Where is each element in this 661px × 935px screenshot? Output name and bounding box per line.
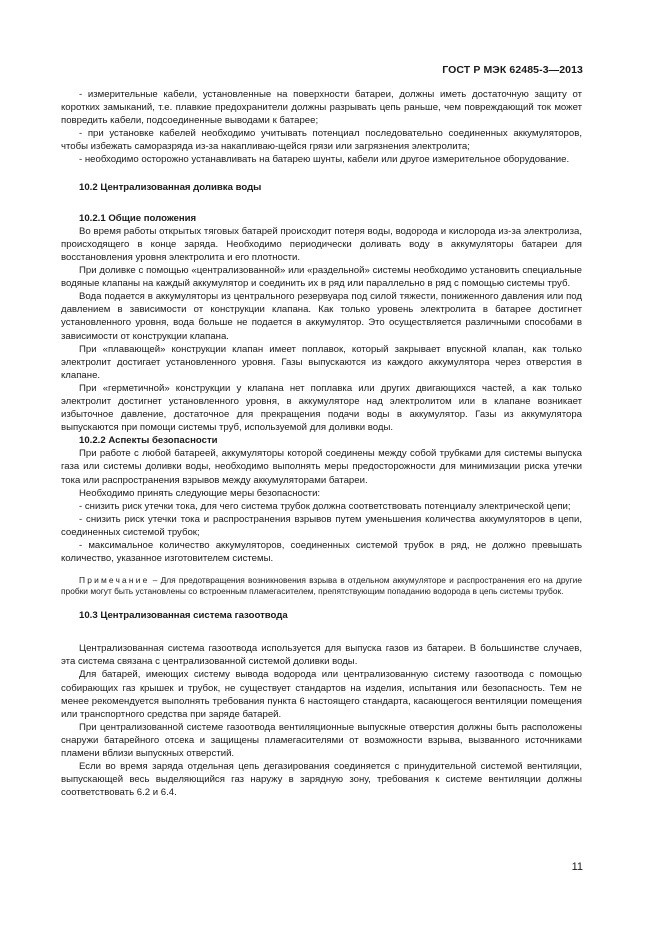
paragraph: При доливке с помощью «централизованной» или «раздельной» системы необходимо установить специальные водяные клапаны на каждый аккумулятор и соединить их в ряд или параллельно в ряд с помощью системы труб. [61, 265, 582, 290]
paragraph: Если во время заряда отдельная цепь дегазирования соединяется с принудительной системой вентиляции, выпускающей весь выделяющийся газ наружу в зарядную зону, требования к системе вентиляции должны соответствовать 6.2 и 6.4. [61, 761, 582, 799]
paragraph: При «плавающей» конструкции клапан имеет поплавок, который закрывает впускной клапан, как только электролит достигает установленного уровня. Газы выпускаются из каждого аккумулятора через отверстия в клапане. [61, 343, 582, 381]
section-heading: 10.3 Централизованная система газоотвода [79, 610, 288, 622]
list-item: - необходимо осторожно устанавливать на батарею шунты, кабели или другое измерительное оборудование. [79, 154, 570, 166]
paragraph: Для батарей, имеющих систему вывода водорода или централизованную систему газоотвода с помощью собирающих газ крышек и трубок, не существует стандартов на изделия, испытания или безопасность. Тем не менее рекомендуется выполнять требования пункта 6 настоящего стандарта, касающегося вентиляции помещения или транспортного средства при заряде батарей. [61, 669, 582, 720]
paragraph: При централизованной системе газоотвода вентиляционные выпускные отверстия должны быть расположены снаружи батарейного отсека и защищены пламегасителями от возможности взрыва, вызванного источниками пламени вблизи выпускных отверстий. [61, 721, 582, 760]
list-item: - максимальное количество аккумуляторов, соединенных системой трубок в ряд, не должно превышать количество, указанное изготовителем системы. [61, 540, 582, 565]
standard-header: ГОСТ Р МЭК 62485-3—2013 [442, 64, 583, 76]
note [61, 575, 582, 597]
paragraph: Необходимо принять следующие меры безопасности: [79, 487, 321, 499]
list-item: - измерительные кабели, установленные на поверхности батареи, должны иметь достаточную защиту от коротких замыканий, т.е. плавкие предохранители должны разрывать цепь раньше, чем повреждающий ток может повредить кабели, подсоединенные выводами к батарее; [61, 89, 582, 127]
section-heading: 10.2 Централизованная доливка воды [79, 181, 262, 193]
list-item: - снизить риск утечки тока и распространения взрывов путем уменьшения количества аккумуляторов в цепи, соединенных системой трубок; [61, 513, 582, 538]
paragraph: Централизованная система газоотвода используется для выпуска газов из батареи. В большинстве случаев, эта система связана с централизованной системой доливки воды. [61, 643, 582, 668]
paragraph: Вода подается в аккумуляторы из центрального резервуара под силой тяжести, пониженного давления или под давлением в зависимости от конструкции клапана. Как только уровень электролита в батарее достигнет установленного уровня, вода больше не подается в аккумулятор. Это осуществляется различными способами в зависимости от конструкции клапана. [61, 291, 582, 342]
subsection-heading: 10.2.2 Аспекты безопасности [79, 435, 218, 447]
note-text: – Для предотвращения возникновения взрыва в отдельном аккумуляторе и распространения его на другие пробки могут быть установлены со встроенным пламегасителем, препятствующим попаданию водорода в цепь системы трубок. [61, 575, 582, 597]
list-item: - снизить риск утечки тока, для чего система трубок должна соответствовать потенциалу электрической цепи; [79, 500, 571, 512]
paragraph: Во время работы открытых тяговых батарей происходит потеря воды, водорода и кислорода из-за электролиза, происходящего в конце заряда. Необходимо периодически доливать воду в аккумуляторы батареи для восстановления уровня электролита и его плотности. [61, 225, 582, 263]
page-number: 11 [571, 861, 583, 873]
paragraph: При «герметичной» конструкции у клапана нет поплавка или других двигающихся частей, а как только электролит достигнет установленного уровня, в аккумуляторе над электролитом или в клапане возникает избыточное давление, достаточное для прекращения подачи воды в аккумулятор. Газы из аккумулятора выпускаются при помощи системы труб, используемой для доливки воды. [61, 382, 582, 434]
list-item: - при установке кабелей необходимо учитывать потенциал последовательно соединенных аккумуляторов, чтобы избежать саморазряда из-за накапливаю-щейся грязи или загрязнения электролита; [61, 128, 582, 153]
paragraph: При работе с любой батареей, аккумуляторы которой соединены между собой трубками для системы выпуска газа или системы доливки воды, необходимо выполнять меры предосторожности для минимизации риска утечки тока или распространения взрывов между аккумуляторами батареи. [61, 448, 582, 486]
note-label: Примечание [79, 575, 150, 586]
page-body [61, 88, 582, 799]
subsection-heading: 10.2.1 Общие положения [79, 212, 197, 224]
